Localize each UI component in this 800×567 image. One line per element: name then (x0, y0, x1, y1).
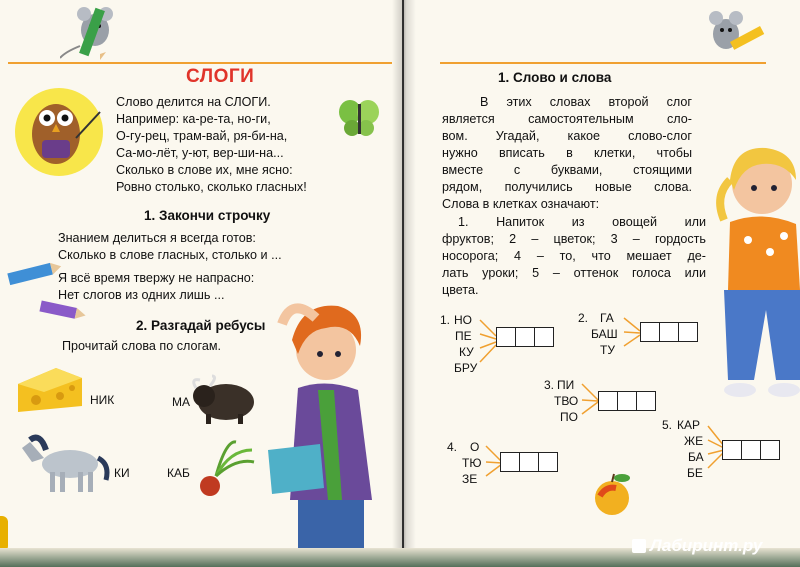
rebus-label-nik: НИК (90, 393, 115, 407)
connector-lines (478, 314, 498, 368)
syllable: ЗЕ (462, 472, 478, 486)
puzzle-number: 5. (662, 418, 673, 432)
watermark-text: Лабиринт.ру (650, 536, 763, 555)
intro-line: Слова в клетках означают: (442, 197, 600, 211)
poem-line: Слово делится на СЛОГИ. (116, 95, 271, 109)
syllable: ТВО (554, 394, 579, 408)
syllable: ТЮ (462, 456, 482, 470)
puzzle-number: 4. (447, 440, 458, 454)
yak-illustration (190, 372, 260, 426)
clue-line: фруктов; 2 – цветок; 3 – гордость (442, 232, 706, 246)
connector-lines (622, 312, 642, 352)
syllable: ПЕ (455, 329, 472, 343)
intro-line: является самостоятельным сло- (442, 112, 692, 126)
puzzle-number: 1. (440, 313, 451, 327)
syllable: БРУ (454, 361, 478, 375)
rebus-label-ki: КИ (114, 466, 130, 480)
rebus-label-kab: КАБ (167, 466, 190, 480)
intro-line: В этих словах второй слог (480, 95, 692, 109)
purple-crayon-illustration (36, 296, 88, 326)
page-tab-marker (0, 516, 8, 552)
syllable: ПИ (557, 378, 575, 392)
section-title-rebus: 2. Разгадай ребусы (136, 318, 266, 333)
horse-illustration (16, 434, 112, 496)
mouse-pencil-illustration (60, 2, 130, 60)
intro-line: рядом, получились новые слова. (442, 180, 692, 194)
right-page (404, 0, 800, 555)
book-gutter (392, 0, 416, 567)
onion-illustration (196, 440, 256, 500)
intro-line: нужно вписать в клетки, чтобы (442, 146, 692, 160)
syllable: КУ (459, 345, 474, 359)
header-rule (8, 62, 392, 64)
poem-line: Ровно столько, сколько гласных! (116, 180, 307, 194)
left-page (0, 0, 402, 555)
answer-grid[interactable] (598, 391, 656, 411)
syllable: ГА (600, 311, 614, 325)
clue-line: лать уроки; 5 – оттенок голоса или (442, 266, 706, 280)
poem-line: Сколько в слове их, мне ясно: (116, 163, 293, 177)
rebus-instruction: Прочитай слова по слогам. (62, 339, 221, 353)
clue-line: носорога; 4 – то, что мешает де- (442, 249, 706, 263)
syllable: БА (688, 450, 704, 464)
intro-line: вместе с буквами, стоящими (442, 163, 692, 177)
syllable: БАШ (591, 327, 618, 341)
clue-line: цвета. (442, 283, 479, 297)
syllable: О (470, 440, 480, 454)
answer-grid[interactable] (500, 452, 558, 472)
syllable: КАР (677, 418, 700, 432)
clue-line: 1. Напиток из овощей или (458, 215, 706, 229)
puzzle-number: 3. (544, 378, 555, 392)
cheese-illustration (16, 366, 84, 414)
blue-crayon-illustration (4, 258, 64, 288)
girl-illustration (704, 140, 800, 410)
intro-line: вом. Угадай, какое слово-слог (442, 129, 692, 143)
answer-grid[interactable] (496, 327, 554, 347)
owl-teacher-illustration (14, 82, 104, 182)
apple-illustration (590, 470, 636, 518)
rebus-label-ma: МА (172, 395, 190, 409)
section-title-finish-line: 1. Закончи строчку (144, 208, 271, 223)
boy-reading-illustration (262, 300, 402, 555)
syllable: БЕ (687, 466, 703, 480)
syllable: ТУ (600, 343, 615, 357)
answer-grid[interactable] (722, 440, 780, 460)
exercise-line: Я всё время твержу не напрасно: (58, 271, 255, 285)
page-title: СЛОГИ (186, 66, 255, 87)
answer-grid[interactable] (640, 322, 698, 342)
syllable: НО (454, 313, 472, 327)
syllable: ПО (560, 410, 578, 424)
mouse-pencil-illustration (696, 6, 766, 64)
butterfly-illustration (336, 96, 382, 138)
exercise-line: Сколько в слове гласных, столько и ... (58, 248, 282, 262)
exercise-line: Знанием делиться я всегда готов: (58, 231, 256, 245)
poem-line: Например: ка-ре-та, но-ги, (116, 112, 271, 126)
connector-lines (580, 380, 600, 420)
puzzle-number: 2. (578, 311, 589, 325)
syllable: ЖЕ (684, 434, 704, 448)
exercise-line: Нет слогов из одних лишь ... (58, 288, 225, 302)
labirint-logo-icon (632, 539, 646, 553)
poem-line: О-гу-рец, трам-вай, ря-би-на, (116, 129, 288, 143)
poem-line: Са-мо-лёт, у-ют, вер-ши-на... (116, 146, 284, 160)
section-title-word-and-words: 1. Слово и слова (498, 70, 612, 85)
